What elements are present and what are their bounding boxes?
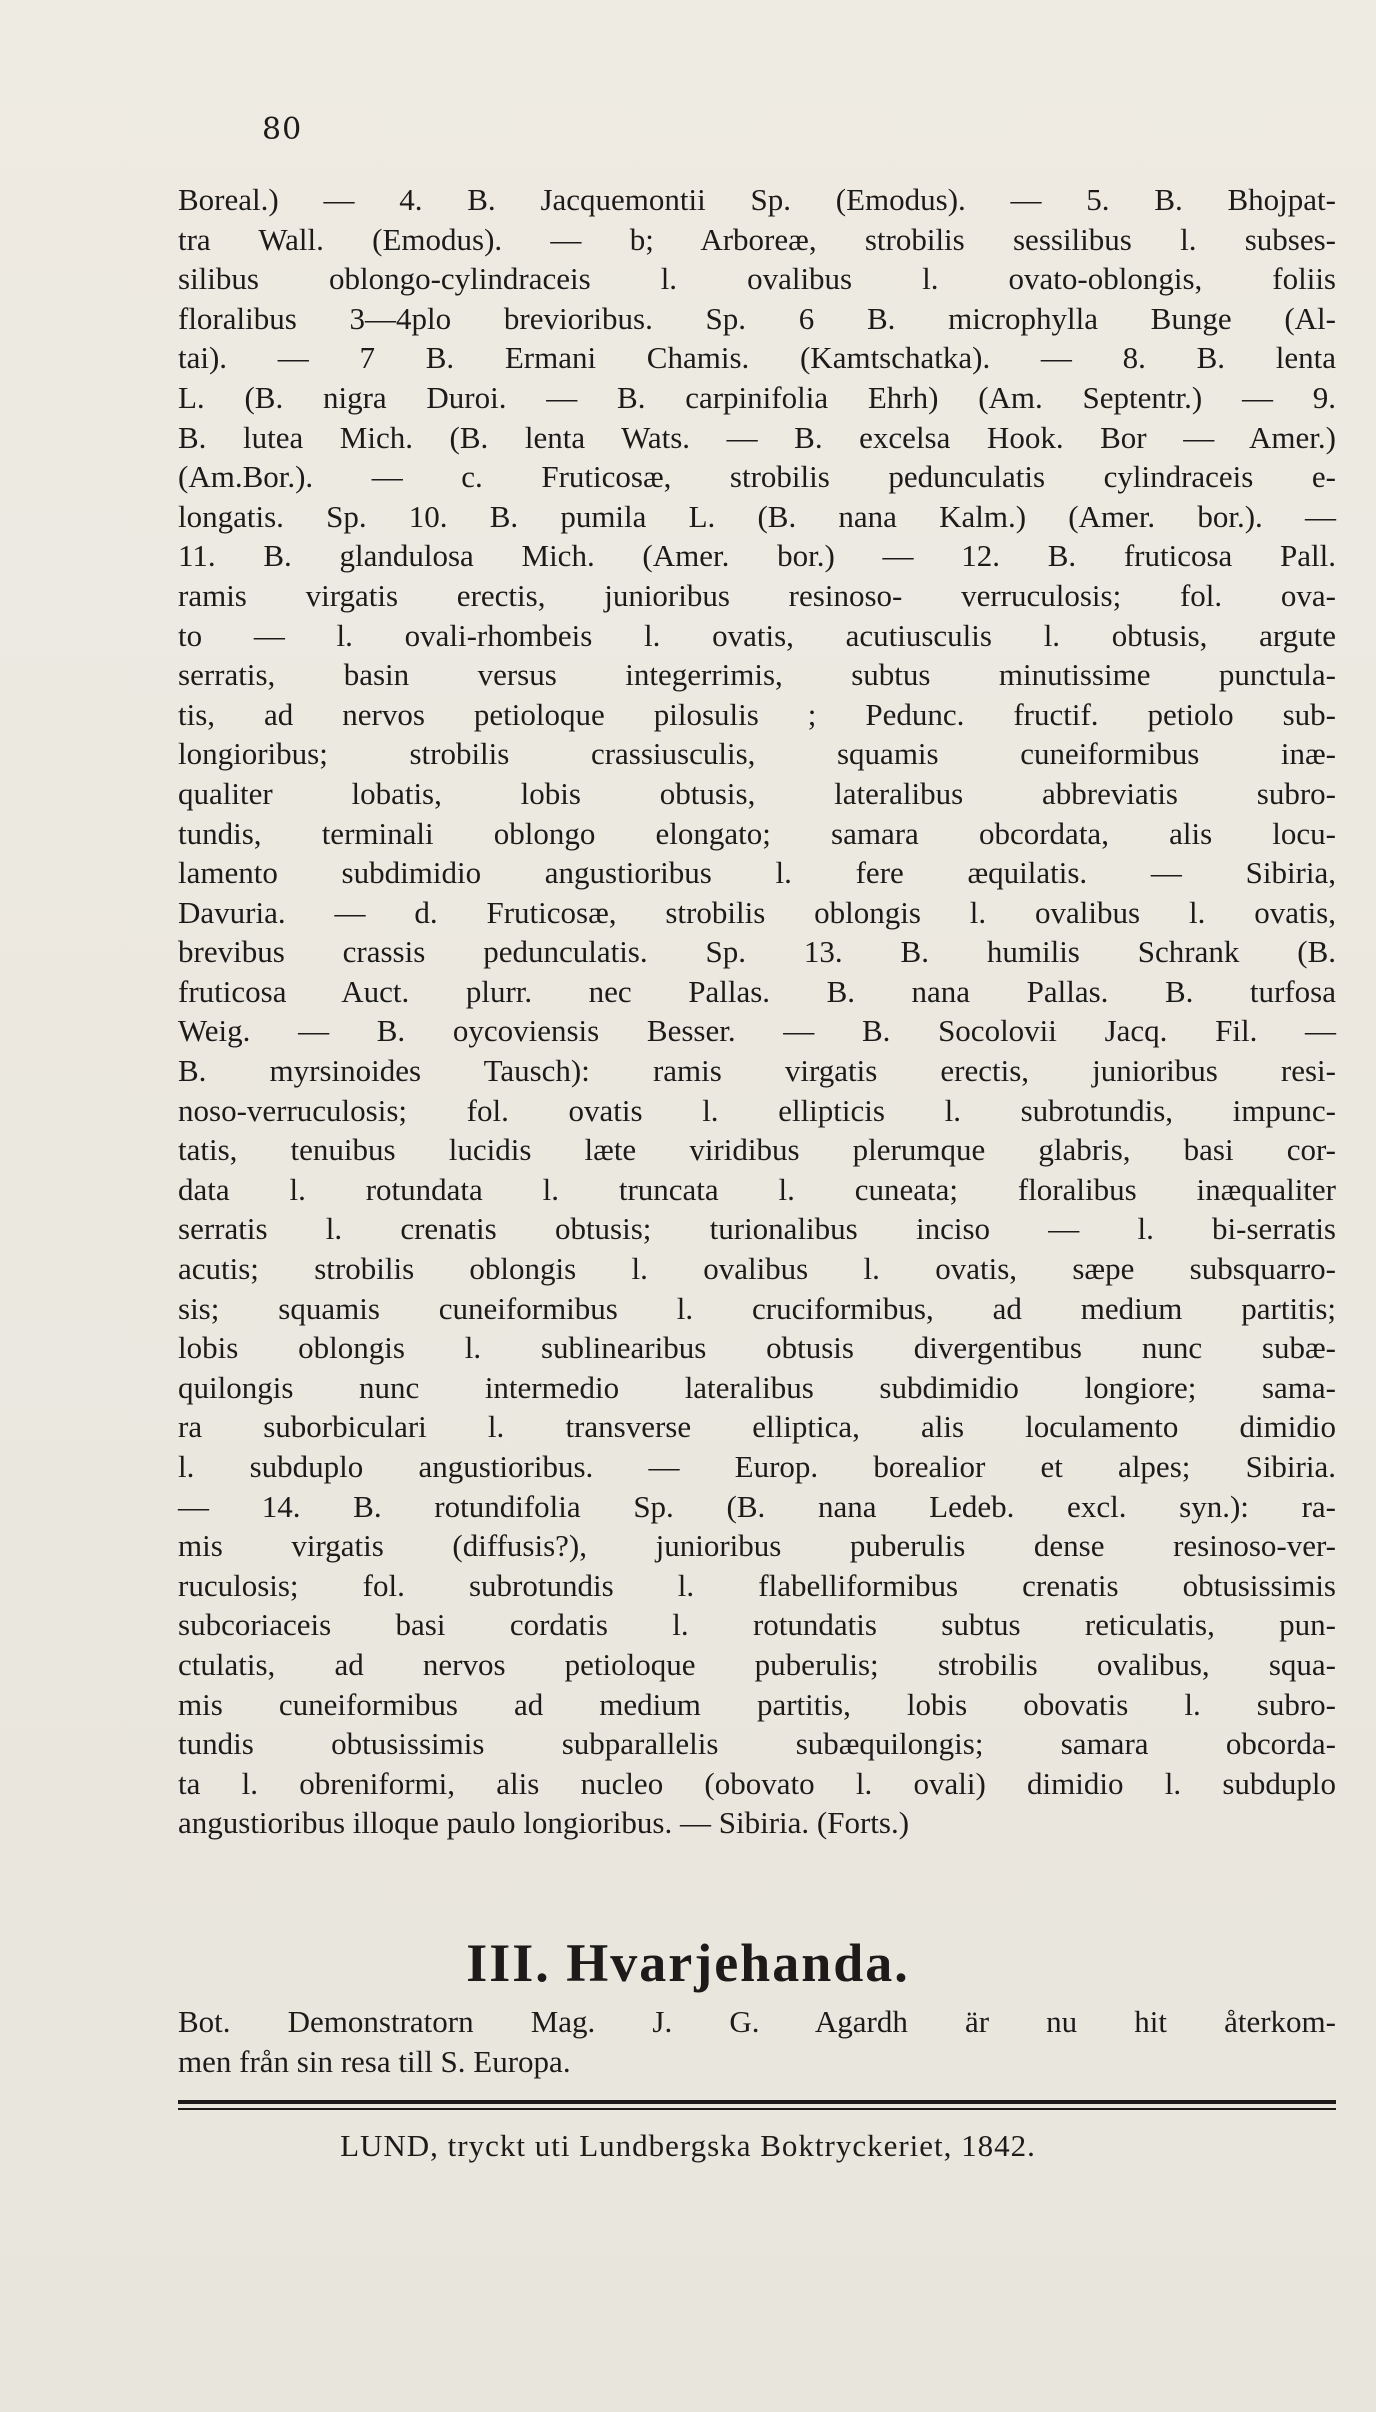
text-line: mis virgatis (diffusis?), junioribus puberulis dense resinoso-ver- [178,1528,1336,1564]
text-line: angustioribus illoque paulo longioribus. — Sibiria. (Forts.) [178,1805,910,1841]
body-text [178,180,1336,1843]
text-line: — 14. B. rotundifolia Sp. (B. nana Ledeb. excl. syn.): ra- [178,1488,1336,1524]
notice-line: men från sin resa till S. Europa. [178,2043,571,2079]
text-line: ruculosis; fol. subrotundis l. flabelliformibus crenatis obtusissimis [178,1567,1336,1603]
section-heading: III. Hvarjehanda. [466,1933,910,1993]
text-line: noso-verruculosis; fol. ovatis l. ellipticis l. subrotundis, impunc- [178,1092,1336,1128]
text-line: quilongis nunc intermedio lateralibus subdimidio longiore; sama- [178,1369,1336,1405]
text-line: to — l. ovali-rhombeis l. ovatis, acutiusculis l. obtusis, argute [178,617,1336,653]
text-line: L. (B. nigra Duroi. — B. carpinifolia Ehrh) (Am. Septentr.) — 9. [178,379,1336,415]
text-line: qualiter lobatis, lobis obtusis, lateralibus abbreviatis subro- [178,775,1336,811]
text-line: acutis; strobilis oblongis l. ovalibus l. ovatis, sæpe subsquarro- [178,1251,1336,1287]
text-line: tatis, tenuibus lucidis læte viridibus plerumque glabris, basi cor- [178,1132,1336,1168]
text-line: subcoriaceis basi cordatis l. rotundatis subtus reticulatis, pun- [178,1607,1336,1643]
text-line: serratis l. crenatis obtusis; turionalibus inciso — l. bi-serratis [178,1211,1336,1247]
text-line: Weig. — B. oycoviensis Besser. — B. Socolovii Jacq. Fil. — [178,1013,1336,1049]
text-line: lobis oblongis l. sublinearibus obtusis divergentibus nunc subæ- [178,1330,1336,1366]
text-line: ta l. obreniformi, alis nucleo (obovato l. ovali) dimidio l. subduplo [178,1765,1336,1801]
divider-rule-thick [178,2100,1336,2104]
text-line: silibus oblongo-cylindraceis l. ovalibus l. ovato-oblongis, foliis [178,261,1336,297]
divider-rule-thin [178,2108,1336,2110]
text-line: 11. B. glandulosa Mich. (Amer. bor.) — 12. B. fruticosa Pall. [178,538,1336,574]
text-line: tundis, terminali oblongo elongato; samara obcordata, alis locu- [178,815,1336,851]
notice-line: Bot. Demonstratorn Mag. J. G. Agardh är nu hit återkom- [178,2004,1336,2039]
text-line: ctulatis, ad nervos petioloque puberulis; strobilis ovalibus, squa- [178,1646,1336,1682]
text-line: sis; squamis cuneiformibus l. cruciformibus, ad medium partitis; [178,1290,1336,1326]
printer-imprint: LUND, tryckt uti Lundbergska Boktryckeriet, 1842. [340,2128,1036,2163]
text-line: tai). — 7 B. Ermani Chamis. (Kamtschatka). — 8. B. lenta [178,340,1336,376]
text-line: tra Wall. (Emodus). — b; Arboreæ, strobilis sessilibus l. subses- [178,221,1336,257]
text-line: ra suborbiculari l. transverse elliptica, alis loculamento dimidio [178,1409,1336,1445]
page-number: 80 [262,112,303,147]
text-line: data l. rotundata l. truncata l. cuneata; floralibus inæqualiter [178,1171,1336,1207]
text-line: ramis virgatis erectis, junioribus resinoso- verruculosis; fol. ova- [178,577,1336,613]
text-line: tis, ad nervos petioloque pilosulis ; Pedunc. fructif. petiolo sub- [178,696,1336,732]
text-line: l. subduplo angustioribus. — Europ. borealior et alpes; Sibiria. [178,1449,1336,1484]
text-line: tundis obtusissimis subparallelis subæquilongis; samara obcorda- [178,1726,1336,1762]
text-line: longatis. Sp. 10. B. pumila L. (B. nana Kalm.) (Amer. bor.). — [178,498,1336,534]
text-line: brevibus crassis pedunculatis. Sp. 13. B. humilis Schrank (B. [178,934,1336,970]
text-line: fruticosa Auct. plurr. nec Pallas. B. nana Pallas. B. turfosa [178,973,1336,1009]
text-line: B. myrsinoides Tausch): ramis virgatis erectis, junioribus resi- [178,1053,1336,1089]
text-line: longioribus; strobilis crassiusculis, squamis cuneiformibus inæ- [178,736,1336,772]
text-line: Davuria. — d. Fruticosæ, strobilis oblongis l. ovalibus l. ovatis, [178,894,1336,930]
text-line: Boreal.) — 4. B. Jacquemontii Sp. (Emodus). — 5. B. Bhojpat- [178,182,1336,217]
text-line: B. lutea Mich. (B. lenta Wats. — B. excelsa Hook. Bor — Amer.) [178,419,1336,455]
text-line: lamento subdimidio angustioribus l. fere æquilatis. — Sibiria, [178,855,1336,891]
text-line: (Am.Bor.). — c. Fruticosæ, strobilis pedunculatis cylindraceis e- [178,459,1336,495]
text-line: floralibus 3—4plo brevioribus. Sp. 6 B. microphylla Bunge (Al- [178,300,1336,336]
text-line: serratis, basin versus integerrimis, subtus minutissime punctula- [178,657,1336,693]
notice-paragraph [178,2002,1336,2081]
text-line: mis cuneiformibus ad medium partitis, lobis obovatis l. subro- [178,1686,1336,1722]
